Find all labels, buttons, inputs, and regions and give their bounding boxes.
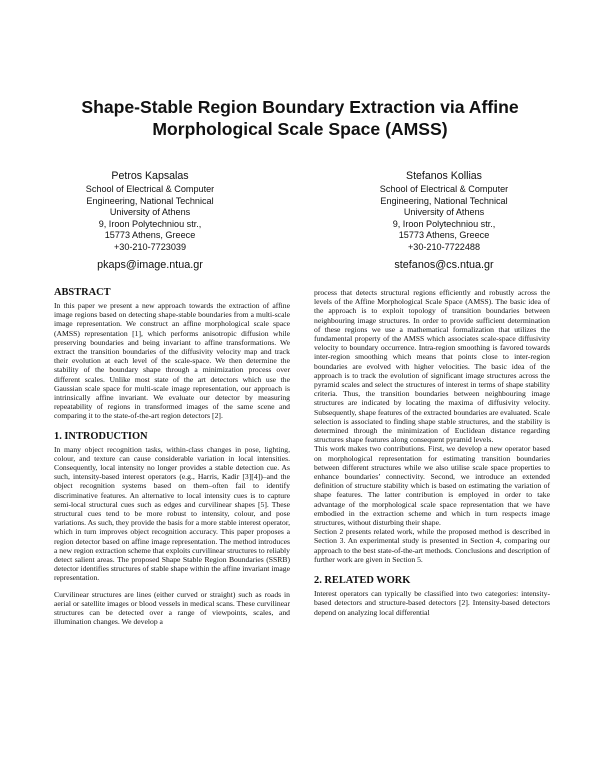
author-affiliation-line: University of Athens [109, 207, 191, 218]
abstract-text: In this paper we present a new approach towards the extraction of affine image regions based on detecting shape-stable boundaries from a multi-scale image representation. We construct an affine morphological scale space (AMSS) representation [1], which performs anisotropic diffusion while preserving boundaries and being invariant to affine transformations. We extract the transition boundaries of the diffusivity velocity map and track their evolution at each level of the scale-space. We then determine the stability of the boundary shape through a minimization process over different scales. Unlike most state of the art detectors which use the Gaussian scale space for multi-scale image representation, our approach is intrinsically affine invariant. We evaluate our detector by measuring repeatability of regions in transformed images of the same scene and comparing it to the state-of-the-art region detectors [2]. [54, 301, 290, 421]
author-email: stefanos@cs.ntua.gr [394, 258, 494, 271]
related-work-paragraph: Interest operators can typically be classified into two categories: intensity-based detectors and structure-based detectors [2]. Intensity-based detectors depend on analyzing local differential [314, 589, 550, 617]
author-affiliation-line: +30-210-7723039 [113, 241, 187, 252]
paper-title [40, 96, 560, 140]
title-line-2: Morphological Scale Space (AMSS) [152, 119, 448, 139]
author-affiliation-line: Engineering, National Technical [380, 195, 508, 206]
author-affiliation-line: Engineering, National Technical [86, 195, 214, 206]
author-email: pkaps@image.ntua.gr [97, 258, 203, 271]
introduction-paragraph: This work makes two contributions. First, we develop a new operator based on morphological representation for estimating transition boundaries between different structures while we also utilise scale space properties to enhance boundaries’ connectivity. Second, we introduce an extended definition of structure stability which is based on estimating the variation of shape features. The latter contribution is employed in order to take advantage of the morphological scale space representation that we have embodied in the extraction scheme and which in turn respects image structures, without disturbing their shape. [314, 444, 550, 528]
author-name: Stefanos Kollias [406, 170, 482, 182]
author-block-1 [50, 170, 250, 272]
author-affiliation-line: School of Electrical & Computer [379, 184, 509, 194]
related-work-heading: 2. RELATED WORK [314, 575, 411, 587]
introduction-paragraph: process that detects structural regions efficiently and robustly across the levels of the Affine Morphological Scale Space (AMSS). The basic idea of the approach is to exploit topology of transition boundaries between neighbouring image structures. In order to provide sufficient determination of these regions we use a mathematical formalization that utilizes the fundamental property of the AMSS which associates scale-space diffusivity velocity to boundary occurrence. Intra-region smoothing is favored towards inter-region smoothing which means that points close to inter-region boundaries are evolved with higher velocities. The basic idea of the approach is to track the evolution of significant image structures across the pyramid scales and select the structures of interest in terms of shape stability criteria. Thus, the transition boundaries between neighbouring image structures are indicated by locating the maxima of diffusivity velocity. Subsequently, shape features of the extracted boundaries are evaluated. Scale selection is associated to finding shape stable structures, and the stability is determined through the minimization of Euclidean distance regarding structures shape features along consequent pyramid levels. [314, 288, 550, 445]
author-affiliation-line: 15773 Athens, Greece [398, 230, 490, 241]
author-name: Petros Kapsalas [111, 170, 189, 182]
introduction-paragraph: In many object recognition tasks, within-class changes in pose, lighting, colour, and texture can cause considerable variation in local intensities. Consequently, local intensity no longer provides a stable detection cue. As such, intensity-based interest operators (e.g., Harris, Kadir [3][4])–and the object recognition systems based on them–often fail to identify discriminative features. An alternative to local intensity cues is to capture semi-local structural cues such as edges and curvilinear shapes [5]. These structural cues tend to be more robust to intensity, colour, and pose variations. As such, they provide the basis for a more stable interest operator, which in turn improves object recognition accuracy. This paper proposes a region detector based on affine image representation. The method introduces a new region extraction scheme that exploits curvilinear structures to reliably detect salient areas. The proposed Shape Stable Region Boundaries (SSRB) detector identifies structures of stable shape within the affine invariant image representation. [54, 444, 290, 583]
right-column [314, 288, 550, 617]
author-affiliation-line: 15773 Athens, Greece [104, 230, 196, 241]
abstract-heading: ABSTRACT [54, 287, 111, 298]
author-affiliation-line: University of Athens [403, 207, 485, 218]
introduction-heading: 1. INTRODUCTION [54, 430, 148, 442]
introduction-paragraph: Curvilinear structures are lines (either curved or straight) such as roads in aerial or satellite images or blood vessels in medical scans. These curvilinear structures can be detected over a range of viewpoints, scales, and illumination changes. We develop a [54, 589, 290, 627]
introduction-paragraph: Section 2 presents related work, while the proposed method is described in Section 3. An experimental study is presented in Section 4, comparing our approach to the best state-of-the-art methods. Conclusions and description of further work are given in Section 5. [314, 527, 550, 564]
author-block-2 [344, 170, 544, 272]
left-column [54, 287, 290, 627]
author-affiliation-line: +30-210-7722488 [407, 241, 481, 252]
title-line-1: Shape-Stable Region Boundary Extraction via Affine [81, 97, 519, 117]
author-affiliation-line: 9, Iroon Polytechniou str., [98, 218, 202, 229]
author-affiliation-line: School of Electrical & Computer [85, 184, 215, 194]
author-affiliation-line: 9, Iroon Polytechniou str., [392, 218, 496, 229]
